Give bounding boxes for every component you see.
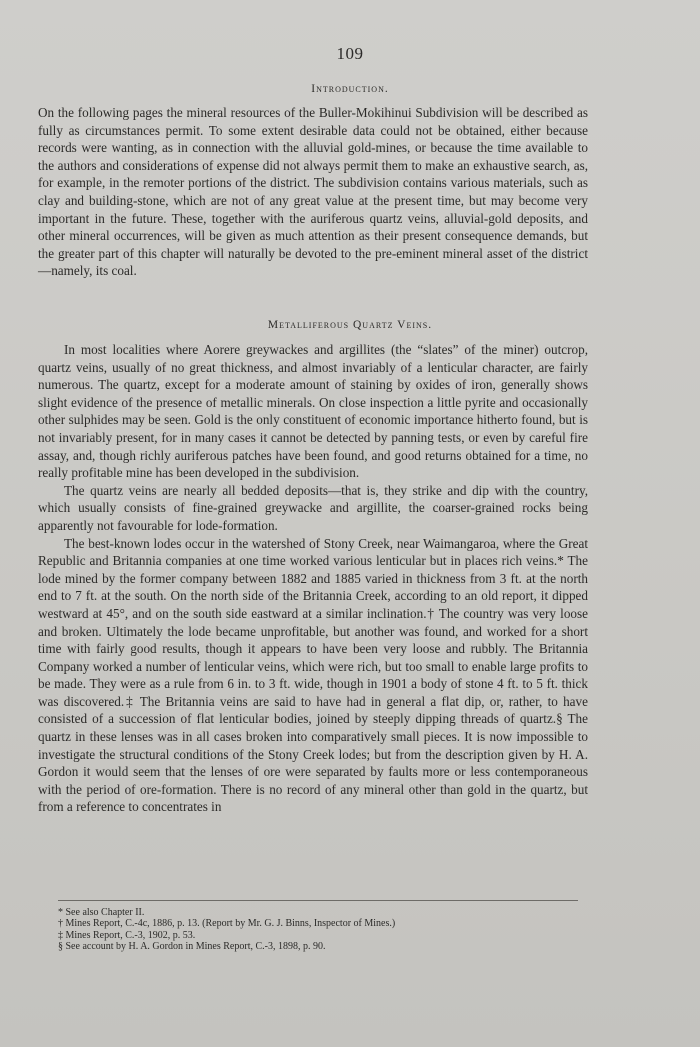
footnote: ‡ Mines Report, C.-3, 1902, p. 53.	[58, 929, 196, 941]
paragraph: The best-known lodes occur in the watershed of Stony Creek, near Waimangaroa, where the Great Republic and Britannia companies at one time worked various lenticular but in places rich veins.* The lode mined by the former company between 1882 and 1885 varied in thickness from 3 ft. at the north end to 7 ft. at the south. On the north side of the Britannia Creek, according to an old report, it dipped westward at 45°, and on the south side eastward at a similar inclination.† The country was very loose and broken. Ultimately the lode became unprofitable, but another was found, and worked for a short time with fairly good results, though it appears to have been very loose and rubbly. The Britannia Company worked a number of lenticular veins, which were rich, but too small to enable large profits to be made. They were as a rule from 6 in. to 3 ft. wide, though in 1901 a body of stone 4 ft. to 5 ft. thick was discovered.‡ The Britannia veins are said to have had in general a flat dip, or, rather, to have consisted of a succession of flat lenticular bodies, joined by steeply dipping threads of quartz.§ The quartz in these lenses was in all cases broken into comparatively small pieces. It is now impossible to investigate the structural conditions of the Stony Creek lodes; but from the description given by H. A. Gordon it would seem that the lenses of ore were separated by faults more or less contemporaneous with the period of ore-formation. There is no record of any mineral other than gold in the quartz, but from a reference to concentrates in	[38, 535, 588, 815]
footnotes	[58, 907, 578, 953]
section-heading-quartz-veins: Metalliferous Quartz Veins.	[267, 319, 433, 331]
section-heading-introduction: Introduction.	[311, 83, 389, 95]
footnote: * See also Chapter II.	[58, 907, 145, 918]
footnote: † Mines Report, C.-4c, 1886, p. 13. (Report by Mr. G. J. Binns, Inspector of Mines.)	[58, 918, 396, 930]
paragraph: On the following pages the mineral resources of the Buller-Mokihinui Subdivision will be described as fully as circumstances permit. To some extent desirable data could not be obtained, either because records were wanting, as in connection with the alluvial gold-mines, or because the time available to the authors and considerations of expense did not always permit them to make an exhaustive search, as, for example, in the remoter portions of the district. The subdivision contains various materials, such as clay and building-stone, which are not of any great value at the present time, but may become very important in the future. These, together with the auriferous quartz veins, alluvial-gold deposits, and other mineral occurrences, will be given as much attention as their present consequence demands, but the greater part of this chapter will naturally be devoted to the pre-eminent mineral asset of the district—namely, its coal.	[38, 105, 588, 279]
footnote: § See account by H. A. Gordon in Mines Report, C.-3, 1898, p. 90.	[58, 941, 326, 953]
section-body-quartz-veins	[38, 341, 588, 816]
footnote-divider	[58, 900, 578, 901]
paragraph: The quartz veins are nearly all bedded deposits—that is, they strike and dip with the country, which usually consists of fine-grained greywacke and argillite, the coarser-grained rocks being apparently not favourable for lode-formation.	[38, 482, 588, 533]
section-body-introduction	[38, 104, 588, 280]
paragraph: In most localities where Aorere greywackes and argillites (the “slates” of the miner) outcrop, quartz veins, usually of no great thickness, and almost invariably of a lenticular character, are fairly numerous. The quartz, except for a moderate amount of staining by oxides of iron, generally shows slight evidence of the presence of metallic minerals. On close inspection a little pyrite and occasionally other sulphides may be seen. Gold is the only constituent of economic importance hitherto found, but is not invariably present, for in many cases it cannot be detected by panning tests, or even by careful fire assay, and, though richly auriferous patches have been found, and good returns obtained for a time, no really profitable mine has been developed in the subdivision.	[38, 342, 588, 481]
page-number: 109	[336, 44, 364, 63]
